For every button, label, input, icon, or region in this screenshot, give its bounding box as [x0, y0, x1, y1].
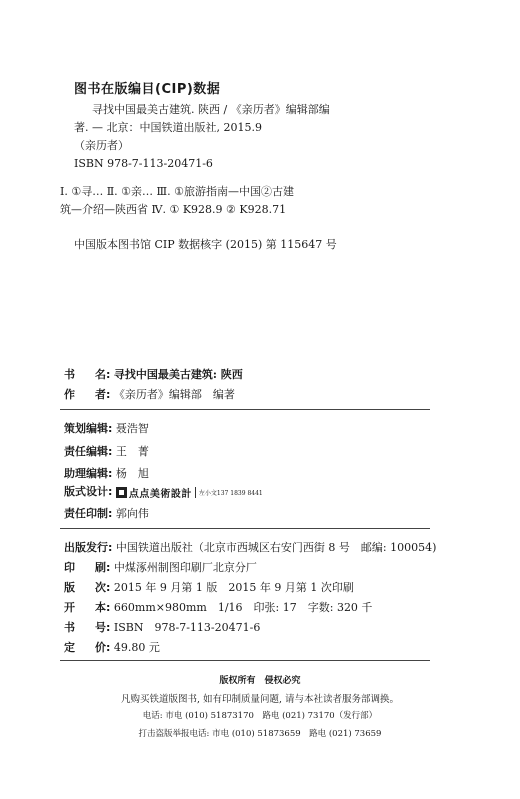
design-studio-logo — [116, 485, 263, 500]
cip-classification-2: 筑—介绍—陕西省 Ⅳ. ① K928.9 ② K928.71 — [60, 203, 287, 216]
format-value: 660mm×980mm 1/16 印张: 17 字数: 320 千 — [113, 601, 373, 614]
book-author-label-a: 作 — [64, 388, 75, 401]
assistant-label: 助理编辑: — [64, 467, 113, 480]
editor-value: 王 菁 — [115, 445, 149, 458]
price-label-a: 定 — [64, 641, 75, 654]
edition-row — [64, 579, 354, 595]
format-label-a: 开 — [64, 601, 75, 614]
edition-label-b: 次: — [95, 581, 111, 594]
cip-line-3: （亲历者） — [74, 139, 129, 152]
design-label: 版式设计: — [64, 485, 113, 498]
service-notice: 凡购买铁道版图书, 如有印制质量问题, 请与本社读者服务部调换。 — [120, 694, 400, 705]
divider-3 — [60, 660, 430, 661]
isbn-label-b: 号: — [95, 621, 111, 634]
cip-isbn: ISBN 978-7-113-20471-6 — [74, 157, 213, 170]
planner-value: 聂浩智 — [115, 422, 149, 435]
printer-label-a: 印 — [64, 561, 75, 574]
cip-classification-1: Ⅰ. ①寻… Ⅱ. ①亲… Ⅲ. ①旅游指南—中国②古建 — [60, 185, 294, 198]
copyright-notice: 版权所有 侵权必究 — [219, 676, 301, 686]
cip-title: 图书在版编目(CIP)数据 — [74, 82, 221, 97]
editor-row — [64, 443, 149, 459]
piracy-report-phone: 打击盗版举报电话: 市电 (010) 51873659 路电 (021) 73659 — [138, 729, 382, 739]
book-title-label-b: 名: — [95, 368, 111, 381]
printer-label-b: 刷: — [95, 561, 111, 574]
print-manager-row — [64, 505, 149, 521]
book-title-row — [64, 366, 243, 382]
isbn-value: ISBN 978-7-113-20471-6 — [113, 621, 261, 634]
cip-line-2: 著. — 北京：中国铁道出版社, 2015.9 — [74, 121, 262, 134]
book-author-label-b: 者: — [95, 388, 111, 401]
studio-contact: 左小文137 1839 8441 — [198, 489, 263, 497]
price-label-b: 价: — [95, 641, 111, 654]
print-manager-value: 郭向伟 — [115, 507, 149, 520]
format-row — [64, 599, 372, 615]
divider-1 — [60, 409, 430, 410]
cip-line-1: 寻找中国最美古建筑. 陕西 / 《亲历者》编辑部编 — [92, 103, 330, 116]
printer-row — [64, 559, 257, 575]
format-label-b: 本: — [95, 601, 111, 614]
isbn-row — [64, 619, 260, 635]
book-author-value: 《亲历者》编辑部 编著 — [113, 388, 235, 401]
design-row — [64, 483, 263, 500]
assistant-value: 杨 旭 — [115, 467, 149, 480]
publisher-label: 出版发行: — [64, 541, 113, 554]
studio-logo-text: 点点美術設計 — [128, 488, 192, 500]
studio-square-icon — [116, 487, 127, 498]
print-manager-label: 责任印制: — [64, 507, 113, 520]
planner-row — [64, 420, 149, 436]
price-row — [64, 639, 160, 655]
price-value: 49.80 元 — [113, 641, 160, 654]
divider-2 — [60, 528, 430, 529]
edition-label-a: 版 — [64, 581, 75, 594]
publisher-value: 中国铁道出版社（北京市西城区右安门西街 8 号 邮编: 100054) — [115, 541, 437, 554]
assistant-row — [64, 465, 149, 481]
book-title-label-a: 书 — [64, 368, 75, 381]
isbn-label-a: 书 — [64, 621, 75, 634]
editor-label: 责任编辑: — [64, 445, 113, 458]
cip-record-number: 中国版本图书馆 CIP 数据核字 (2015) 第 115647 号 — [74, 238, 337, 251]
publisher-row — [64, 539, 436, 555]
book-author-row — [64, 386, 235, 402]
planner-label: 策划编辑: — [64, 422, 113, 435]
logo-separator — [195, 487, 196, 498]
book-title-value: 寻找中国最美古建筑: 陕西 — [113, 368, 243, 381]
service-phone: 电话: 市电 (010) 51873170 路电 (021) 73170（发行部） — [142, 711, 378, 721]
edition-value: 2015 年 9 月第 1 版 2015 年 9 月第 1 次印刷 — [113, 581, 354, 594]
printer-value: 中煤涿州制图印刷厂北京分厂 — [113, 561, 257, 574]
